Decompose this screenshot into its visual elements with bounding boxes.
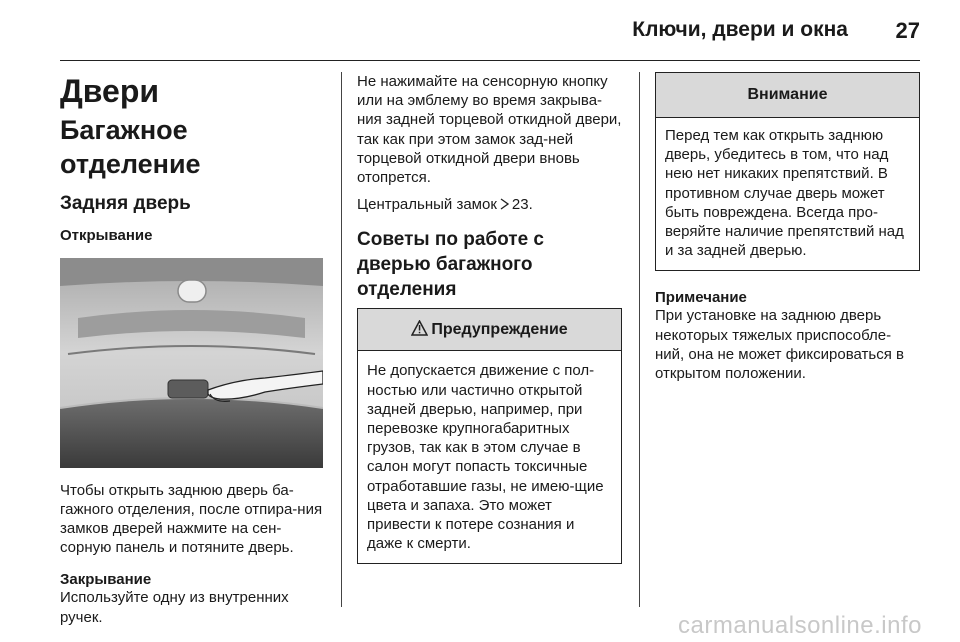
heading-opening: Открывание (60, 226, 153, 244)
central-lock-reference (357, 195, 622, 214)
column-3 (655, 72, 920, 383)
caution-box (655, 72, 920, 271)
page-number: 27 (895, 18, 920, 43)
note-text: При установке на заднюю дверь некоторых тяжелых приспособле-ний, она не может фиксироваться в открытом положении. (655, 307, 904, 382)
central-lock-page: 23. (511, 196, 533, 214)
sensor-warning-paragraph: Не нажимайте на сенсорную кнопку или на эмблему во время закрыва-ния задней торцевой откидной двери, так как при этом замок зад-ней торцевой откидной двери вновь отопрется. (357, 73, 622, 186)
warning-box (357, 308, 622, 564)
heading-trunk: Багажное отделение (60, 115, 201, 180)
closing-text: Используйте одну из внутренних ручек. (60, 589, 289, 626)
warning-title: Предупреждение (431, 321, 568, 339)
heading-closing: Закрывание (60, 571, 152, 589)
caution-box-header: Внимание (656, 73, 919, 118)
column-divider-2 (639, 72, 640, 607)
column-2 (357, 72, 622, 564)
column-1 (60, 72, 325, 627)
footer-watermark: carmanualsonline.info (678, 612, 922, 639)
header-divider (60, 60, 920, 61)
warning-box-header (358, 309, 621, 351)
heading-tips: Советы по работе с дверью багажного отделения (357, 229, 545, 300)
warning-triangle-icon (411, 320, 428, 336)
central-lock-label: Центральный замок (357, 196, 497, 214)
opening-text: Чтобы открыть заднюю дверь ба-гажного отделения, после отпира-ния замков дверей нажмите на сен-сорную панель и потяните дверь. (60, 481, 323, 557)
heading-tailgate: Задняя дверь (60, 192, 191, 214)
tailgate-handle-photo (60, 258, 323, 468)
page-header-title: Ключи, двери и окна (632, 18, 848, 41)
column-divider-1 (341, 72, 342, 607)
page-reference-icon (500, 198, 509, 210)
note-title: Примечание (655, 289, 747, 307)
heading-doors: Двери (60, 73, 160, 109)
caution-text: Перед тем как открыть заднюю дверь, убедитесь в том, что над нею нет никаких препятствий. В противном случае дверь может быть повреждена. Всегда про-веряйте наличие препятствий над и за задней дверью. (665, 127, 904, 260)
warning-text: Не допускается движение с пол-ностью или частично открытой задней дверью, например, при перевозке крупногабаритных грузов, так как в этом случае в салон могут попасть токсичные отработавшие газы, не имею-щие цвета и запаха. Это может привести к потере сознания и даже к смерти. (367, 362, 604, 553)
